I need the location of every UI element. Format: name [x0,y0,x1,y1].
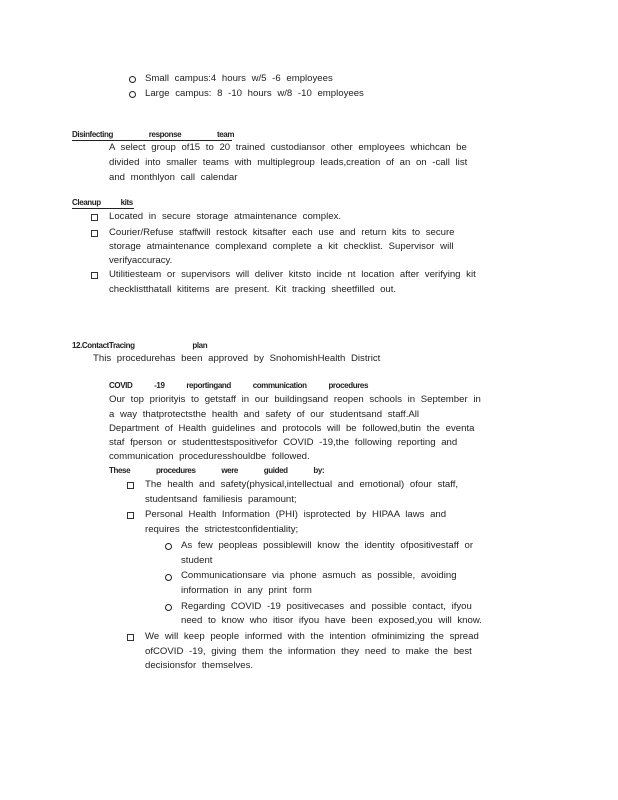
covid-para: communication proceduresshouldbe followed. [109,451,310,462]
cleanup-item: verifyaccuracy. [109,255,173,266]
heading-underline [72,140,232,141]
phi-sub-item: information in any print form [181,585,312,596]
guided-item: decisionsfor themselves. [145,660,254,671]
square-bullet-icon [127,634,134,641]
circle-bullet-icon [165,604,172,611]
cleanup-item: checklistthatall kititems are present. Kit tracking sheetfilled out. [109,284,397,295]
staffing-large: Large campus: 8 -10 hours w/8 -10 employees [145,88,364,99]
covid-subheading: COVID -19 reportingand communication procedures [109,381,369,390]
cleanup-item: Located in secure storage atmaintenance complex. [109,211,342,222]
contact-tracing-heading: 12.ContactTracing plan [72,341,208,350]
square-bullet-icon [91,230,98,237]
covid-para: staf fperson or studenttestspositivefor COVID -19,the following reporting and [109,437,458,448]
disinfecting-line: divided into smaller teams with multiplegroup leads,creation of an on -call list [109,157,468,168]
disinfecting-line: and monthlyon call calendar [109,172,238,183]
cleanup-item: storage atmaintenance complexand complete a kit checklist. Supervisor will [109,241,454,252]
guided-item: We will keep people informed with the intention ofminimizing the spread [145,631,479,642]
staffing-small: Small campus:4 hours w/5 -6 employees [145,73,333,84]
phi-sub-item: Regarding COVID -19 positivecases and possible contact, ifyou [181,601,472,612]
square-bullet-icon [127,482,134,489]
square-bullet-icon [127,512,134,519]
square-bullet-icon [91,272,98,279]
covid-para: Our top priorityis to getstaff in our buildingsand reopen schools in September in [109,394,481,405]
disinfecting-line: A select group of15 to 20 trained custodiansor other employees whichcan be [109,142,467,153]
guided-item: studentsand familiesis paramount; [145,494,297,505]
phi-sub-item: student [181,555,213,566]
covid-para: Department of Health guidelines and protocols will be followed,butin the eventa [109,423,475,434]
phi-sub-item: As few peopleas possiblewill know the identity ofpositivestaff or [181,540,474,551]
guided-item: Personal Health Information (PHI) isprotected by HIPAA laws and [145,509,447,520]
square-bullet-icon [91,214,98,221]
phi-sub-item: need to know who itisor ifyou have been exposed,you will know. [181,615,482,626]
covid-para: a way thatprotectsthe health and safety of our studentsand staff.All [109,409,420,420]
circle-bullet-icon [129,91,136,98]
guided-item: ofCOVID -19, giving them the information they need to make the best [145,646,472,657]
disinfecting-heading: Disinfecting response team [72,130,235,139]
circle-bullet-icon [165,543,172,550]
contact-tracing-intro: This procedurehas been approved by SnohomishHealth District [93,353,381,364]
phi-sub-item: Communicationsare via phone asmuch as possible, avoiding [181,570,457,581]
guided-item: requires the strictestconfidentiality; [145,524,299,535]
cleanup-item: Utilitiesteam or supervisors will deliver kitsto incide nt location after verifying kit [109,269,476,280]
circle-bullet-icon [129,76,136,83]
guided-item: The health and safety(physical,intellectual and emotional) ofour staff, [145,479,459,490]
heading-underline [72,208,134,209]
guided-by: These procedures were guided by: [109,466,325,475]
cleanup-item: Courier/Refuse staffwill restock kitsafter each use and return kits to secure [109,227,455,238]
circle-bullet-icon [165,574,172,581]
cleanup-heading: Cleanup kits [72,198,133,207]
